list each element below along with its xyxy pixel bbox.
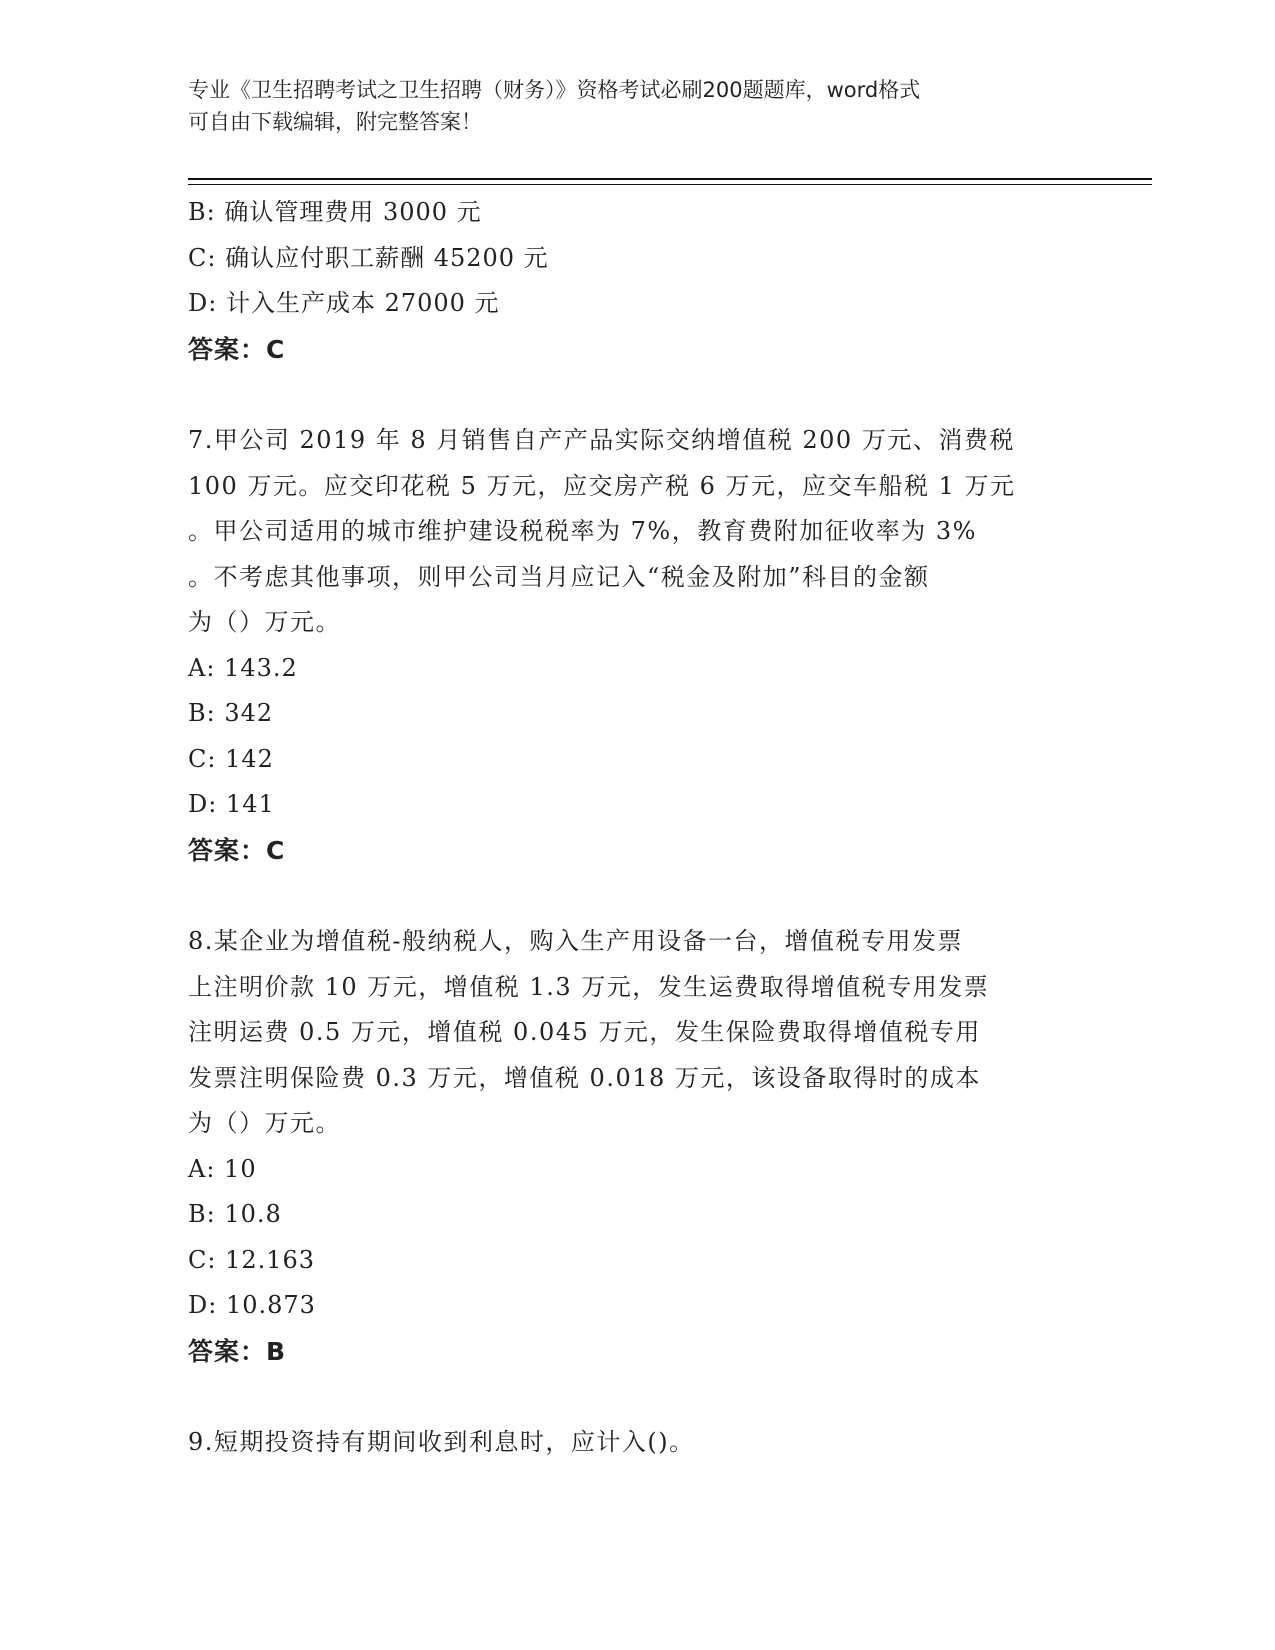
option-d: D: 141	[188, 790, 275, 818]
question-6-block	[188, 190, 1088, 372]
stem-line: 为（）万元。	[188, 1109, 341, 1137]
document-header	[188, 74, 1088, 138]
option-b: B: 10.8	[188, 1200, 282, 1228]
stem-line: 为（）万元。	[188, 608, 341, 636]
option-c: C: 12.163	[188, 1245, 316, 1274]
question-stem	[188, 1420, 1088, 1466]
answer-line: 答案：C	[188, 334, 286, 364]
stem-line: 上注明价款 10 万元，增值税 1.3 万元，发生运费取得增值税专用发票	[188, 972, 990, 1001]
header-divider-thin	[188, 184, 1152, 185]
question-stem	[188, 418, 1088, 646]
spacer	[188, 873, 1088, 919]
question-stem	[188, 919, 1088, 1147]
stem-line: 。甲公司适用的城市维护建设税税率为 7%，教育费附加征收率为 3%	[188, 517, 977, 545]
question-content	[188, 190, 1088, 1466]
question-8-block	[188, 919, 1088, 1374]
header-line: 专业《卫生招聘考试之卫生招聘（财务）》资格考试必刷200题题库，word格式	[188, 78, 921, 102]
option-b: B: 342	[188, 699, 274, 727]
answer-line: 答案：C	[188, 835, 286, 865]
stem-line: 。不考虑其他事项，则甲公司当月应记入“税金及附加”科目的金额	[188, 562, 930, 591]
header-divider-thick	[188, 178, 1152, 180]
option-c: C: 确认应付职工薪酬 45200 元	[188, 243, 549, 272]
stem-line: 8.某企业为增值税-般纳税人，购入生产用设备一台，增值税专用发票	[188, 927, 964, 955]
spacer	[188, 372, 1088, 418]
stem-line: 注明运费 0.5 万元，增值税 0.045 万元，发生保险费取得增值税专用	[188, 1018, 981, 1046]
answer-line: 答案：B	[188, 1336, 287, 1366]
stem-line: 7.甲公司 2019 年 8 月销售自产产品实际交纳增值税 200 万元、消费税	[188, 426, 1015, 454]
stem-line: 9.短期投资持有期间收到利息时，应计入()。	[188, 1428, 695, 1456]
spacer	[188, 1374, 1088, 1420]
option-b: B: 确认管理费用 3000 元	[188, 198, 482, 226]
header-line: 可自由下载编辑，附完整答案！	[188, 110, 482, 134]
stem-line: 发票注明保险费 0.3 万元，增值税 0.018 万元，该设备取得时的成本	[188, 1063, 981, 1092]
question-9-block	[188, 1420, 1088, 1466]
option-c: C: 142	[188, 744, 274, 773]
option-d: D: 计入生产成本 27000 元	[188, 289, 500, 317]
question-7-block	[188, 418, 1088, 873]
option-a: A: 10	[188, 1154, 257, 1183]
option-d: D: 10.873	[188, 1291, 316, 1319]
stem-line: 100 万元。应交印花税 5 万元，应交房产税 6 万元，应交车船税 1 万元	[188, 471, 1016, 500]
option-a: A: 143.2	[188, 653, 298, 682]
